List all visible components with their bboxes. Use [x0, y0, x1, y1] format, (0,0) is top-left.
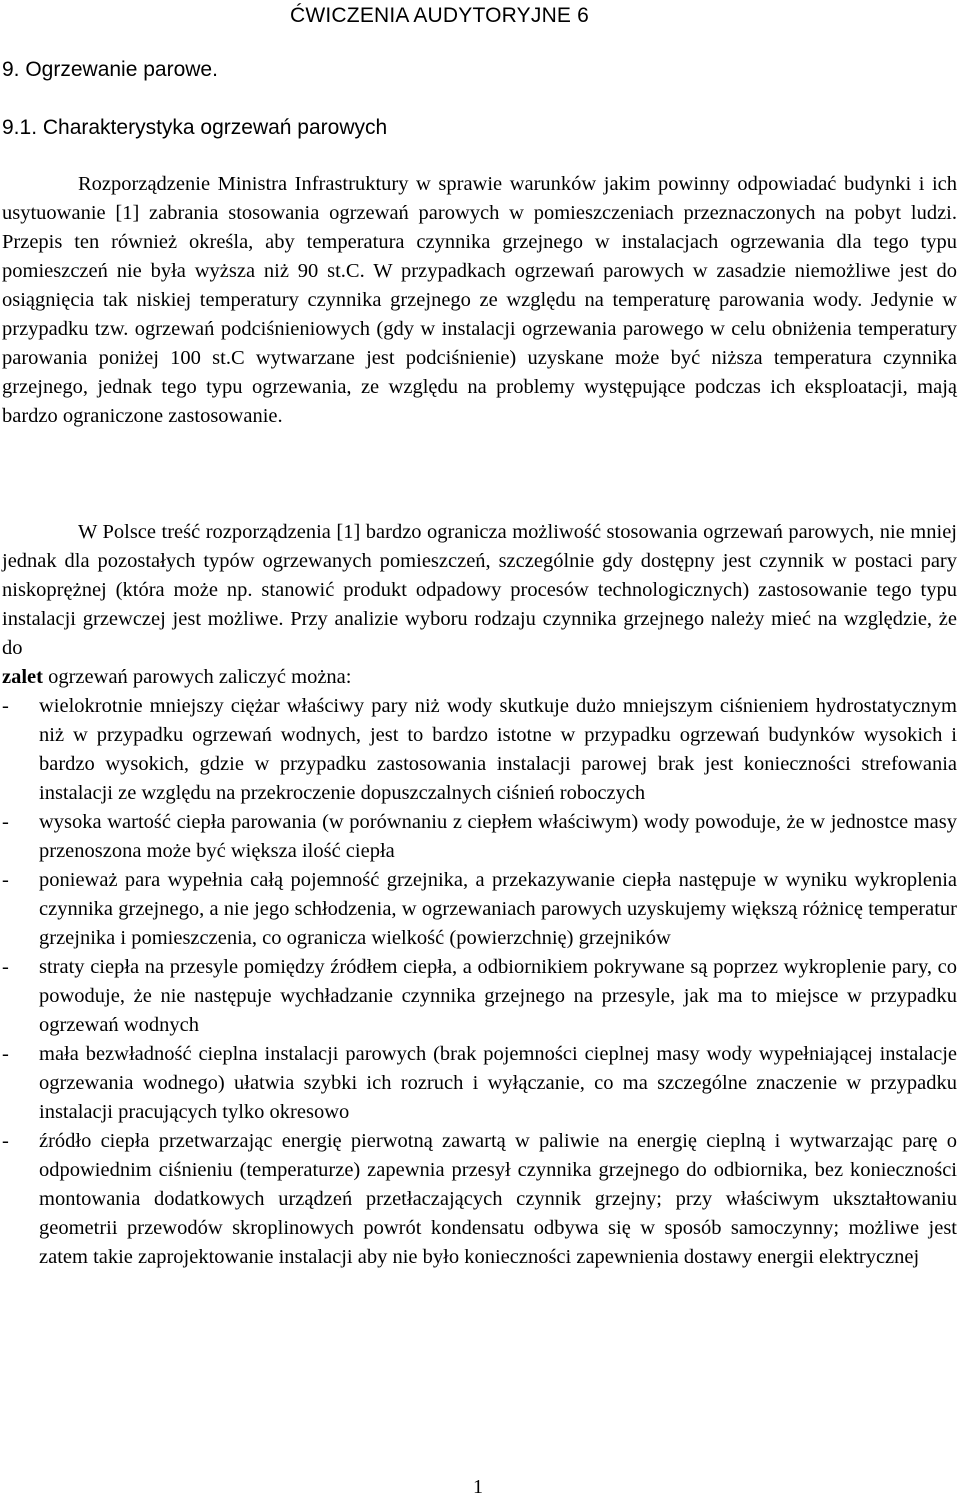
list-dash: -	[2, 1130, 9, 1152]
list-item-text: straty ciepła na przesyle pomiędzy źródłem ciepła, a odbiornikiem pokrywane są poprzez wykroplenie pary, co powoduje, że nie następuje wychładzanie czynnika grzejnego na przesyle, jak ma to miejsce w przypadku ogrzewań wodnych	[39, 956, 957, 1036]
list-item	[2, 1040, 957, 1127]
list-item-text: wielokrotnie mniejszy ciężar właściwy pary niż wody skutkuje dużo mniejszym ciśnieniem hydrostatycznym niż w przypadku ogrzewań wodnych, jest to bardzo istotne w przypadku ogrzewań budynków wysokich i bardzo wysokich, gdzie w przypadku zastosowania instalacji parowej brak jest konieczności strefowania instalacji ze względu na przekroczenie dopuszczalnych ciśnień roboczych	[39, 695, 957, 804]
subsection-title: 9.1. Charakterystyka ogrzewań parowych	[2, 116, 388, 139]
paragraph-2	[2, 518, 957, 692]
paragraph-2-text: W Polsce treść rozporządzenia [1] bardzo ogranicza możliwość stosowania ogrzewań parowych, nie mniej jednak dla pozostałych typów ogrzewanych pomieszczeń, szczególnie gdy dostępny jest czynnik w postaci pary niskoprężnej (która może np. stanowić produkt odpadowy procesów technologicznych) zastosowanie tego typu instalacji grzewczej jest możliwe. Przy analizie wyboru rodzaju czynnika grzejnego należy mieć na względzie, że do	[2, 521, 957, 659]
advantages-intro-text: ogrzewań parowych zaliczyć można:	[42, 666, 352, 688]
page-header: ĆWICZENIA AUDYTORYJNE 6	[290, 4, 590, 27]
list-item-text: ponieważ para wypełnia całą pojemność grzejnika, a przekazywanie ciepła następuje w wyniku wykroplenia czynnika grzejnego, a nie jego schłodzenia, w ogrzewaniach parowych uzyskujemy większą różnicę temperatur grzejnika i pomieszczenia, co ogranicza wielkość (powierzchnię) grzejników	[39, 869, 957, 949]
list-item	[2, 692, 957, 808]
list-item-text: źródło ciepła przetwarzając energię pierwotną zawartą w paliwie na energię cieplną i wytwarzając parę o odpowiednim ciśnieniu (temperaturze) zapewnia przesył czynnika grzejnego do odbiornika, bez konieczności montowania dodatkowych urządzeń przetłaczających czynnik grzejny; przy właściwym ukształtowaniu geometrii przewodów skroplinowych powrót kondensatu odbywa się w sposób samoczynny; możliwe jest zatem takie zaprojektowanie instalacji aby nie było konieczności zapewnienia dostawy energii elektrycznej	[39, 1130, 957, 1268]
list-item	[2, 866, 957, 953]
list-item-text: mała bezwładność cieplna instalacji parowych (brak pojemności cieplnej masy wody wypełniającej instalacje ogrzewania wodnego) ułatwia szybki ich rozruch i wyłączanie, co ma szczególne znaczenie w przypadku instalacji pracujących tylko okresowo	[39, 1043, 957, 1123]
list-dash: -	[2, 811, 9, 833]
section-title: 9. Ogrzewanie parowe.	[2, 58, 218, 81]
advantages-list	[2, 692, 957, 1272]
list-item	[2, 953, 957, 1040]
list-item	[2, 1127, 957, 1272]
paragraph-1	[2, 170, 957, 431]
paragraph-1-text: Rozporządzenie Ministra Infrastruktury w sprawie warunków jakim powinny odpowiadać budynki i ich usytuowanie [1] zabrania stosowania ogrzewań parowych w pomieszczeniach przeznaczonych na pobyt ludzi. Przepis ten również określa, aby temperatura czynnika grzejnego w instalacjach ogrzewania dla tego typu pomieszczeń nie była wyższa niż 90 st.C. W przypadkach ogrzewań parowych w zasadzie niemożliwe jest do osiągnięcia tak niskiej temperatury czynnika grzejnego ze względu na temperaturę parowania wody. Jedynie w przypadku tzw. ogrzewań podciśnieniowych (gdy w instalacji ogrzewania parowego w celu obniżenia temperatury parowania poniżej 100 st.C wytwarzane jest podciśnienie) uzyskane może być niższa temperatura czynnika grzejnego, jednak tego typu ogrzewania, ze względu na problemy występujące podczas ich eksploatacji, mają bardzo ograniczone zastosowanie.	[2, 173, 957, 427]
list-dash: -	[2, 695, 9, 717]
list-item	[2, 808, 957, 866]
page-number: 1	[473, 1476, 483, 1498]
list-dash: -	[2, 1043, 9, 1065]
list-item-text: wysoka wartość ciepła parowania (w porównaniu z ciepłem właściwym) wody powoduje, że w jednostce masy przenoszona może być większa ilość ciepła	[39, 811, 957, 862]
list-dash: -	[2, 869, 9, 891]
list-dash: -	[2, 956, 9, 978]
advantages-keyword: zalet	[2, 666, 43, 688]
